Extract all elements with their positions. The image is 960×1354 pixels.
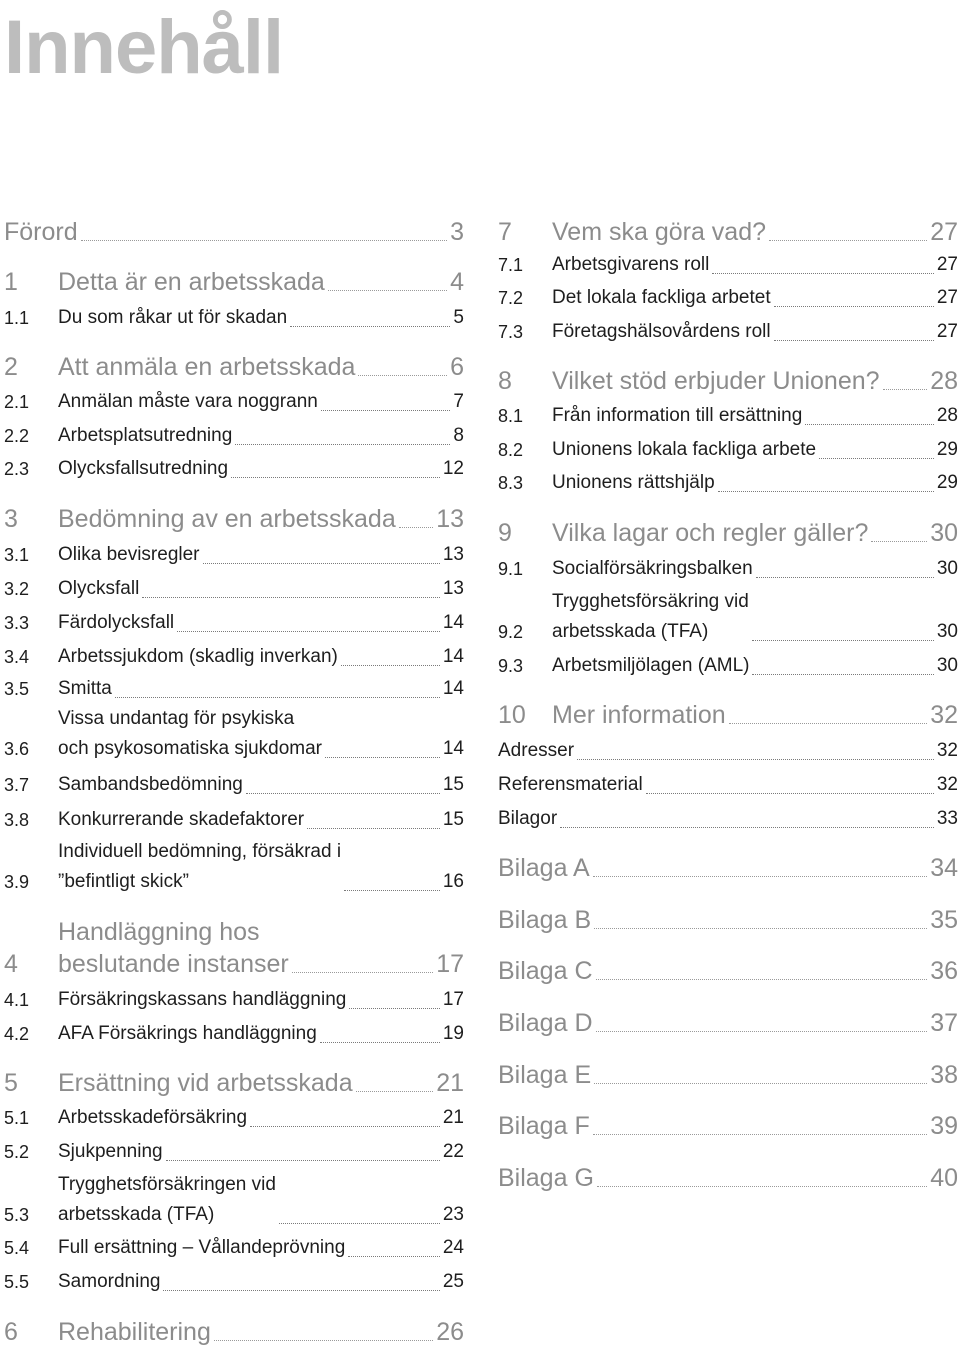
toc-entry[interactable] bbox=[4, 837, 464, 897]
toc-entry[interactable] bbox=[4, 387, 464, 417]
toc-entry-title: Konkurrerande skadefaktorer bbox=[58, 809, 305, 830]
toc-entry-title: Det lokala fackliga arbetet bbox=[552, 287, 771, 308]
toc-entry-page-number: 32 bbox=[936, 740, 958, 761]
toc-entry-number: 2.3 bbox=[4, 459, 30, 479]
toc-entry-number: 3.3 bbox=[4, 613, 30, 633]
dot-leader bbox=[769, 240, 927, 241]
toc-entry-page-number: 27 bbox=[930, 218, 958, 246]
toc-entry-page-number: 30 bbox=[936, 621, 958, 642]
toc-entry-title: Handläggning hos bbox=[58, 918, 260, 946]
toc-entry-page-number: 3 bbox=[450, 218, 464, 246]
toc-entry[interactable] bbox=[4, 454, 464, 484]
toc-entry[interactable] bbox=[4, 303, 464, 333]
dot-leader bbox=[756, 577, 934, 578]
toc-entry-number: 3 bbox=[4, 505, 18, 533]
toc-entry-title: Bilagor bbox=[498, 808, 558, 829]
toc-entry-page-number: 36 bbox=[930, 957, 958, 985]
toc-entry[interactable] bbox=[498, 1059, 958, 1091]
toc-entry[interactable] bbox=[4, 985, 464, 1015]
toc-entry-title: Arbetsgivarens roll bbox=[552, 254, 710, 275]
toc-entry-page-number: 14 bbox=[442, 738, 464, 759]
toc-entry-page-number: 33 bbox=[936, 808, 958, 829]
toc-entry-title: Individuell bedömning, försäkrad i bbox=[58, 841, 342, 862]
toc-entry[interactable] bbox=[498, 955, 958, 987]
toc-entry-title: Samordning bbox=[58, 1271, 161, 1292]
toc-entry-number: 8.3 bbox=[498, 473, 524, 493]
dot-leader bbox=[774, 340, 934, 341]
toc-entry[interactable] bbox=[498, 250, 958, 280]
dot-leader bbox=[560, 827, 934, 828]
toc-entry-page-number: 15 bbox=[442, 774, 464, 795]
toc-entry[interactable] bbox=[4, 1316, 464, 1348]
toc-entry-number: 9.2 bbox=[498, 622, 524, 642]
toc-entry[interactable] bbox=[4, 216, 464, 248]
toc-entry-number: 4 bbox=[4, 950, 18, 978]
toc-entry-number: 5.4 bbox=[4, 1238, 30, 1258]
toc-entry-page-number: 30 bbox=[930, 519, 958, 547]
dot-leader bbox=[358, 375, 447, 376]
dot-leader bbox=[883, 389, 928, 390]
dot-leader bbox=[596, 979, 928, 980]
dot-leader bbox=[290, 326, 450, 327]
dot-leader bbox=[594, 928, 927, 929]
dot-leader bbox=[871, 541, 927, 542]
toc-entry-title: Arbetssjukdom (skadlig inverkan) bbox=[58, 646, 338, 667]
toc-entry-number: 7 bbox=[498, 218, 512, 246]
toc-entry-title: Ersättning vid arbetsskada bbox=[58, 1069, 353, 1097]
toc-entry-number: 3.8 bbox=[4, 810, 30, 830]
toc-entry-page-number: 25 bbox=[442, 1271, 464, 1292]
dot-leader bbox=[752, 640, 934, 641]
dot-leader bbox=[142, 597, 440, 598]
toc-entry[interactable] bbox=[498, 554, 958, 584]
toc-entry-title-continued: beslutande instanser bbox=[58, 950, 289, 978]
toc-entry[interactable] bbox=[4, 608, 464, 638]
toc-entry-page-number: 27 bbox=[936, 254, 958, 275]
toc-entry[interactable] bbox=[498, 1110, 958, 1142]
toc-entry-number: 3.6 bbox=[4, 739, 30, 759]
toc-entry-number: 2 bbox=[4, 353, 18, 381]
toc-entry[interactable] bbox=[4, 770, 464, 800]
toc-entry-number: 3.4 bbox=[4, 647, 30, 667]
toc-entry-page-number: 37 bbox=[930, 1009, 958, 1037]
toc-entry-page-number: 24 bbox=[442, 1237, 464, 1258]
toc-entry[interactable] bbox=[498, 1162, 958, 1194]
toc-entry[interactable] bbox=[498, 435, 958, 465]
toc-entry-number: 9 bbox=[498, 519, 512, 547]
dot-leader bbox=[819, 458, 934, 459]
dot-leader bbox=[356, 1091, 434, 1092]
toc-entry-page-number: 38 bbox=[930, 1061, 958, 1089]
toc-entry-page-number: 16 bbox=[442, 871, 464, 892]
toc-entry-number: 2.1 bbox=[4, 392, 30, 412]
toc-entry-number: 9.3 bbox=[498, 656, 524, 676]
toc-entry[interactable] bbox=[4, 674, 464, 704]
dot-leader bbox=[344, 890, 440, 891]
toc-entry[interactable] bbox=[4, 421, 464, 451]
toc-entry-number: 3.9 bbox=[4, 872, 30, 892]
toc-entry-title-continued: arbetsskada (TFA) bbox=[58, 1204, 215, 1225]
toc-entry[interactable] bbox=[498, 736, 958, 766]
toc-entry[interactable] bbox=[498, 587, 958, 647]
toc-entry[interactable] bbox=[4, 540, 464, 570]
toc-entry-number: 4.1 bbox=[4, 990, 30, 1010]
toc-entry-title: Vilket stöd erbjuder Unionen? bbox=[552, 367, 880, 395]
dot-leader bbox=[805, 424, 934, 425]
toc-entry-page-number: 29 bbox=[936, 439, 958, 460]
toc-entry[interactable] bbox=[498, 770, 958, 800]
toc-entry-title: Bilaga C bbox=[498, 957, 593, 985]
toc-entry[interactable] bbox=[498, 852, 958, 884]
dot-leader bbox=[712, 273, 934, 274]
toc-entry-page-number: 22 bbox=[442, 1141, 464, 1162]
toc-entry[interactable] bbox=[498, 401, 958, 431]
toc-entry-number: 8 bbox=[498, 367, 512, 395]
toc-entry-page-number: 27 bbox=[936, 287, 958, 308]
toc-entry[interactable] bbox=[498, 317, 958, 347]
dot-leader bbox=[348, 1256, 440, 1257]
dot-leader bbox=[115, 697, 440, 698]
dot-leader bbox=[320, 1042, 440, 1043]
toc-entry[interactable] bbox=[498, 804, 958, 834]
dot-leader bbox=[231, 477, 440, 478]
page-title: Innehåll bbox=[4, 5, 284, 90]
toc-entry-number: 3.5 bbox=[4, 679, 30, 699]
toc-entry-title-continued: arbetsskada (TFA) bbox=[552, 621, 709, 642]
toc-entry-title: Olycksfall bbox=[58, 578, 140, 599]
toc-entry-number: 5.1 bbox=[4, 1108, 30, 1128]
dot-leader bbox=[81, 240, 447, 241]
toc-entry[interactable] bbox=[498, 283, 958, 313]
toc-entry-page-number: 13 bbox=[436, 505, 464, 533]
toc-entry-title: Arbetsskadeförsäkring bbox=[58, 1107, 248, 1128]
toc-entry-title: Arbetsplatsutredning bbox=[58, 425, 233, 446]
toc-entry-title: Referensmaterial bbox=[498, 774, 643, 795]
dot-leader bbox=[177, 631, 440, 632]
dot-leader bbox=[246, 793, 440, 794]
toc-entry-title: Full ersättning – Vållandeprövning bbox=[58, 1237, 346, 1258]
toc-entry[interactable] bbox=[4, 351, 464, 383]
toc-entry-title: Sjukpenning bbox=[58, 1141, 163, 1162]
toc-entry-page-number: 14 bbox=[442, 678, 464, 699]
dot-leader bbox=[341, 665, 440, 666]
toc-entry-number: 5.3 bbox=[4, 1205, 30, 1225]
toc-entry-title: Bilaga E bbox=[498, 1061, 592, 1089]
toc-entry-page-number: 12 bbox=[442, 458, 464, 479]
toc-entry-title: Förord bbox=[4, 218, 78, 246]
toc-entry-title: Vissa undantag för psykiska bbox=[58, 708, 295, 729]
dot-leader bbox=[752, 674, 933, 675]
dot-leader bbox=[325, 757, 440, 758]
toc-entry-page-number: 5 bbox=[453, 307, 464, 328]
toc-entry-page-number: 40 bbox=[930, 1164, 958, 1192]
toc-entry-number: 4.2 bbox=[4, 1024, 30, 1044]
dot-leader bbox=[203, 563, 440, 564]
toc-entry[interactable] bbox=[4, 704, 464, 764]
dot-leader bbox=[235, 444, 450, 445]
toc-entry-number: 1 bbox=[4, 268, 18, 296]
toc-entry[interactable] bbox=[4, 1103, 464, 1133]
toc-entry-number: 7.2 bbox=[498, 288, 524, 308]
toc-entry-title: Företagshälsovårdens roll bbox=[552, 321, 771, 342]
toc-entry[interactable] bbox=[498, 1007, 958, 1039]
toc-entry[interactable] bbox=[4, 1067, 464, 1099]
toc-entry-title: Detta är en arbetsskada bbox=[58, 268, 325, 296]
toc-entry-title: Rehabilitering bbox=[58, 1318, 211, 1346]
toc-entry-page-number: 32 bbox=[930, 701, 958, 729]
toc-entry-page-number: 30 bbox=[936, 558, 958, 579]
toc-entry-title: Unionens lokala fackliga arbete bbox=[552, 439, 817, 460]
toc-entry-page-number: 34 bbox=[930, 854, 958, 882]
toc-entry-title: Socialförsäkringsbalken bbox=[552, 558, 753, 579]
toc-entry[interactable] bbox=[4, 1170, 464, 1230]
toc-entry-title: Bilaga G bbox=[498, 1164, 594, 1192]
toc-entry-number: 6 bbox=[4, 1318, 18, 1346]
dot-leader bbox=[214, 1340, 433, 1341]
toc-entry-title: Unionens rättshjälp bbox=[552, 472, 715, 493]
toc-entry-page-number: 29 bbox=[936, 472, 958, 493]
toc-entry-title: Vem ska göra vad? bbox=[552, 218, 767, 246]
dot-leader bbox=[596, 1031, 928, 1032]
toc-entry-number: 8.1 bbox=[498, 406, 524, 426]
toc-entry-page-number: 4 bbox=[450, 268, 464, 296]
toc-entry-title: Bilaga A bbox=[498, 854, 590, 882]
toc-entry-title: Färdolycksfall bbox=[58, 612, 175, 633]
toc-entry-title: Trygghetsförsäkringen vid bbox=[58, 1174, 276, 1195]
toc-entry-page-number: 27 bbox=[936, 321, 958, 342]
toc-entry-page-number: 21 bbox=[436, 1069, 464, 1097]
toc-entry-page-number: 21 bbox=[442, 1107, 464, 1128]
dot-leader bbox=[166, 1160, 440, 1161]
toc-entry-title: Mer information bbox=[552, 701, 726, 729]
toc-entry-page-number: 39 bbox=[930, 1112, 958, 1140]
toc-entry[interactable] bbox=[498, 365, 958, 397]
toc-entry[interactable] bbox=[498, 904, 958, 936]
dot-leader bbox=[774, 306, 934, 307]
dot-leader bbox=[292, 972, 433, 973]
toc-entry-title: Vilka lagar och regler gäller? bbox=[552, 519, 869, 547]
toc-entry[interactable] bbox=[498, 517, 958, 549]
dot-leader bbox=[321, 410, 451, 411]
toc-entry-title: Bilaga D bbox=[498, 1009, 593, 1037]
dot-leader bbox=[328, 290, 447, 291]
toc-entry-title: Olika bevisregler bbox=[58, 544, 200, 565]
toc-entry[interactable] bbox=[4, 1019, 464, 1049]
toc-entry-page-number: 19 bbox=[442, 1023, 464, 1044]
toc-entry-page-number: 30 bbox=[936, 655, 958, 676]
toc-entry-title: Bedömning av en arbetsskada bbox=[58, 505, 396, 533]
dot-leader bbox=[577, 759, 934, 760]
toc-entry-page-number: 17 bbox=[442, 989, 464, 1010]
toc-entry-title: Försäkringskassans handläggning bbox=[58, 989, 347, 1010]
toc-entry-page-number: 32 bbox=[936, 774, 958, 795]
toc-entry[interactable] bbox=[4, 642, 464, 672]
dot-leader bbox=[349, 1008, 440, 1009]
toc-entry-page-number: 13 bbox=[442, 544, 464, 565]
toc-entry-title: Du som råkar ut för skadan bbox=[58, 307, 288, 328]
toc-entry[interactable] bbox=[498, 216, 958, 248]
dot-leader bbox=[593, 1134, 927, 1135]
toc-entry-page-number: 15 bbox=[442, 809, 464, 830]
toc-entry-page-number: 6 bbox=[450, 353, 464, 381]
toc-entry[interactable] bbox=[4, 266, 464, 298]
toc-entry-number: 2.2 bbox=[4, 426, 30, 446]
toc-entry-number: 8.2 bbox=[498, 440, 524, 460]
toc-entry-title: Anmälan måste vara noggrann bbox=[58, 391, 318, 412]
toc-entry-number: 1.1 bbox=[4, 308, 30, 328]
dot-leader bbox=[399, 527, 433, 528]
toc-entry-title: Adresser bbox=[498, 740, 575, 761]
toc-entry-number: 3.1 bbox=[4, 545, 30, 565]
toc-entry[interactable] bbox=[4, 1267, 464, 1297]
dot-leader bbox=[646, 793, 934, 794]
dot-leader bbox=[597, 1186, 927, 1187]
toc-entry-number: 10 bbox=[498, 701, 526, 729]
toc-entry-page-number: 28 bbox=[936, 405, 958, 426]
toc-entry-title: Att anmäla en arbetsskada bbox=[58, 353, 356, 381]
toc-entry-page-number: 17 bbox=[436, 950, 464, 978]
dot-leader bbox=[593, 876, 927, 877]
dot-leader bbox=[279, 1223, 440, 1224]
toc-entry-page-number: 8 bbox=[453, 425, 464, 446]
toc-entry-number: 5.2 bbox=[4, 1142, 30, 1162]
toc-entry[interactable] bbox=[4, 1233, 464, 1263]
toc-entry[interactable] bbox=[498, 468, 958, 498]
toc-entry-page-number: 14 bbox=[442, 612, 464, 633]
toc-entry-number: 3.7 bbox=[4, 775, 30, 795]
toc-entry-title-continued: och psykosomatiska sjukdomar bbox=[58, 738, 322, 759]
toc-entry[interactable] bbox=[4, 1137, 464, 1167]
toc-entry-page-number: 26 bbox=[436, 1318, 464, 1346]
toc-entry-title: AFA Försäkrings handläggning bbox=[58, 1023, 317, 1044]
toc-entry-number: 7.3 bbox=[498, 322, 524, 342]
toc-entry-title: Från information till ersättning bbox=[552, 405, 803, 426]
toc-entry-number: 9.1 bbox=[498, 559, 524, 579]
toc-entry[interactable] bbox=[4, 503, 464, 535]
dot-leader bbox=[729, 723, 928, 724]
toc-entry-number: 7.1 bbox=[498, 255, 524, 275]
toc-entry-number: 5 bbox=[4, 1069, 18, 1097]
toc-entry[interactable] bbox=[498, 651, 958, 681]
dot-leader bbox=[250, 1126, 440, 1127]
toc-entry-title: Bilaga B bbox=[498, 906, 592, 934]
toc-entry-page-number: 7 bbox=[453, 391, 464, 412]
toc-entry[interactable] bbox=[4, 916, 464, 980]
toc-entry-title-continued: ”befintligt skick” bbox=[58, 871, 189, 892]
dot-leader bbox=[594, 1083, 927, 1084]
toc-entry-page-number: 23 bbox=[442, 1204, 464, 1225]
toc-entry-title: Bilaga F bbox=[498, 1112, 590, 1140]
toc-entry-page-number: 35 bbox=[930, 906, 958, 934]
toc-entry-page-number: 13 bbox=[442, 578, 464, 599]
toc-entry-title: Olycksfallsutredning bbox=[58, 458, 229, 479]
toc-entry[interactable] bbox=[4, 574, 464, 604]
toc-entry-page-number: 28 bbox=[930, 367, 958, 395]
toc-entry[interactable] bbox=[498, 699, 958, 731]
toc-entry[interactable] bbox=[4, 805, 464, 835]
toc-entry-number: 5.5 bbox=[4, 1272, 30, 1292]
toc-entry-title: Smitta bbox=[58, 678, 112, 699]
toc-entry-title: Trygghetsförsäkring vid bbox=[552, 591, 749, 612]
toc-entry-title: Sambandsbedömning bbox=[58, 774, 243, 795]
toc-entry-title: Arbetsmiljölagen (AML) bbox=[552, 655, 750, 676]
toc-entry-number: 3.2 bbox=[4, 579, 30, 599]
dot-leader bbox=[307, 828, 440, 829]
toc-entry-page-number: 14 bbox=[442, 646, 464, 667]
dot-leader bbox=[163, 1290, 439, 1291]
dot-leader bbox=[718, 491, 934, 492]
